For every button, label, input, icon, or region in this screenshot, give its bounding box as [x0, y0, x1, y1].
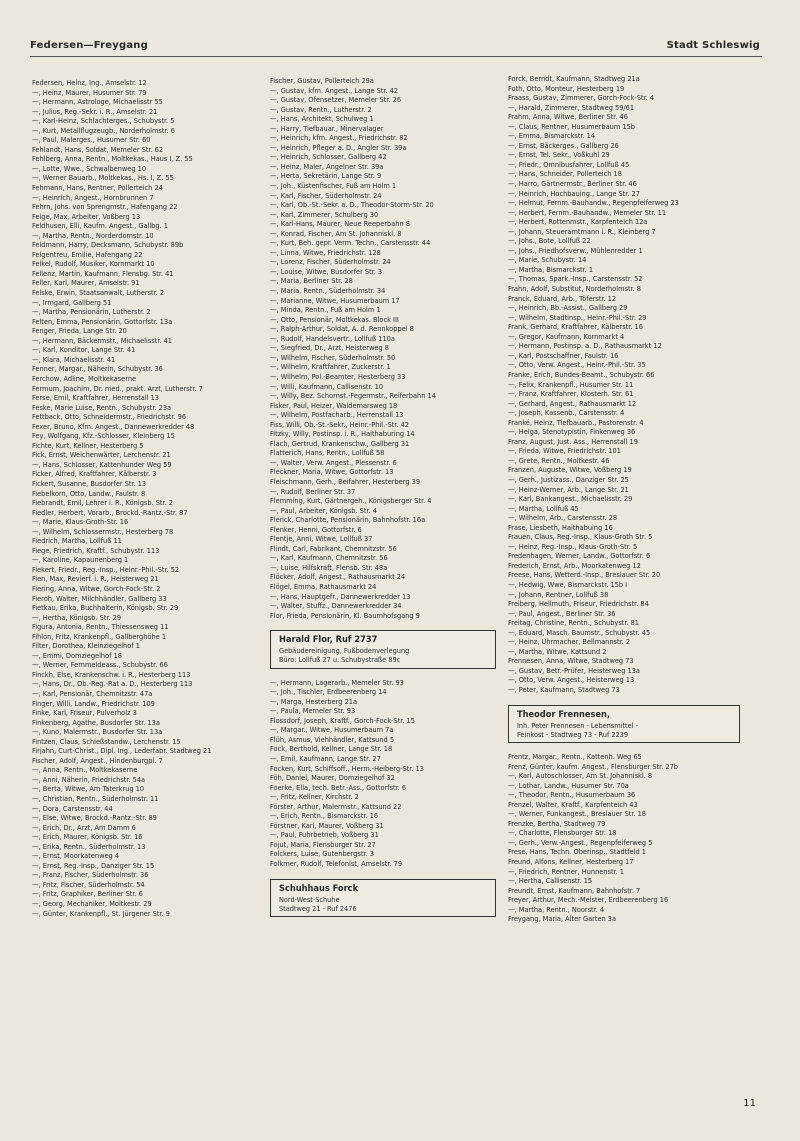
directory-entry: —, Heinrich, Pfleger a. D., Angler Str. 39a [270, 142, 407, 152]
directory-entry: —, Christian, Rentn., Süderholmstr. 11 [32, 794, 159, 804]
directory-entry: Fehlberg, Anna, Rentn., Moltkekas., Haus I, Z. 55 [32, 154, 193, 164]
directory-entry: Fenger, Frieda, Lange Str. 20 [32, 326, 127, 336]
directory-entry: —, Karl, Fischer, Süderholmstr. 24 [270, 190, 382, 200]
directory-entry: —, Joseph, Kassenb., Carstensstr. 4 [508, 408, 625, 418]
directory-entry: Federsen, Heinz, Ing., Amselstr. 12 [32, 78, 147, 87]
directory-entry: —, Claus, Rentner, Husumerbaum 15b [508, 121, 635, 131]
directory-entry: Fraass, Gustav, Zimmerer, Gorch-Fock-Str. 4 [508, 93, 655, 103]
directory-entry: Flossdorf, Joseph, Kraftf., Gorch-Fock-Str. 15 [270, 715, 415, 725]
advertisement-line: Gebäudereinigung, Fußbodenverlegung [279, 646, 410, 656]
directory-entry: —, Grete, Rentn., Moltkestr. 46 [508, 455, 610, 465]
directory-entry: Frenzke, Bertha, Stadtweg 79 [508, 818, 606, 828]
directory-entry: —, Siegfried, Dr., Arzt, Heisterweg 8 [270, 343, 389, 353]
directory-entry: Freund, Alfons, Kellner, Hesterberg 17 [508, 856, 634, 866]
directory-entry: Frase, Liesbeth, Haithabuing 16 [508, 522, 613, 532]
directory-entry: —, Gerh., Verw.-Angest., Regenpfeiferweg 5 [508, 837, 653, 847]
directory-entry: —, Martha, Pensionärin, Lutherstr. 2 [32, 307, 151, 317]
directory-entry: —, Karl, Postschaffner, Faulstr. 16 [508, 350, 619, 360]
directory-entry: —, Karoline, Kapaunenberg 1 [32, 555, 129, 565]
directory-entry: Finckh, Else, Krankenschw. i. R., Hesterberg 113 [32, 669, 191, 679]
directory-entry: Foth, Otto, Monteur, Hesterberg 19 [508, 83, 625, 93]
directory-entry: Fiss, Willi, Ob.-St.-Sekr., Heinr.-Phil.-Str. 42 [270, 419, 409, 429]
directory-entry: —, Heinrich, Hochbauing., Lange Str. 27 [508, 188, 640, 198]
directory-entry: —, Helmut, Fernm.-Bauhandw., Regenpfeiferweg 23 [508, 198, 679, 208]
directory-entry: —, Walter, Stuffz., Dannewerkredder 34 [270, 601, 402, 611]
directory-entry: Frederich, Ernst, Arb., Moorkatenweg 12 [508, 560, 641, 570]
directory-entry: —, Johann, Rentner, Lollfuß 38 [508, 589, 609, 599]
directory-entry: —, Karl-Heinz, Schlachterges., Schubystr. 5 [32, 116, 175, 126]
directory-entry: —, Konrad, Fischer, Am St. Johanniskl. 8 [270, 228, 402, 238]
directory-entry: —, Karl, Kaufmann, Chemnitzstr. 56 [270, 553, 388, 563]
directory-entry: —, Gustav, kfm. Angest., Lange Str. 42 [270, 85, 399, 95]
directory-entry: —, Joh., Küstenfischer, Fuß am Holm 1 [270, 181, 397, 191]
directory-entry: Fock, Berthold, Kellner, Lange Str. 18 [270, 744, 393, 754]
advertisement-line: Feinkost - Stadtweg 73 - Ruf 2239 [517, 729, 629, 739]
directory-entry: Feske, Marie Luise, Rentn., Schubystr. 23a [32, 402, 172, 412]
directory-entry: —, Eduard, Masch. Baumstr., Schubystr. 45 [508, 627, 651, 637]
directory-entry: —, Fritz, Graphiker, Berliner Str. 6 [32, 889, 143, 899]
directory-entry: —, Heinz-Werner, Arb., Lange Str. 21 [508, 484, 629, 494]
column-2 [270, 76, 506, 926]
directory-entry: Flentje, Anni, Witwe, Lollfuß 37 [270, 534, 373, 544]
directory-entry: Flöcker, Adolf, Angest., Rathausmarkt 24 [270, 572, 406, 582]
directory-entry: Fieroh, Walter, Milchhändler, Gallberg 33 [32, 593, 167, 603]
directory-entry: —, Martha, Rentn., Norderdomstr. 10 [32, 230, 154, 240]
directory-entry: —, Karl, Ob.-St.-Sekr. a. D., Theodor-Storm-Str. 20 [270, 200, 434, 210]
directory-entry: —, Klara, Michaelisstr. 41 [32, 354, 116, 364]
directory-entry: —, Walter, Verw. Angest., Plessenstr. 6 [270, 457, 397, 467]
directory-entry: —, Martha, Rentn., Noorstr. 4 [508, 904, 605, 914]
directory-entry: Fiebelkorn, Otto, Landw., Faulstr. 8 [32, 488, 146, 498]
directory-entry: Fehlandt, Hans, Soldat, Memeler Str. 62 [32, 144, 164, 154]
directory-entry: —, Hans, Hauptgefr., Dannewerkredder 13 [270, 591, 411, 601]
directory-entry: Folkmer, Rudolf, Telefonist, Amselstr. 79 [270, 858, 403, 868]
directory-entry: Frese, Hans, Techn. Oberinsp., Stadtfeld 1 [508, 847, 646, 857]
directory-entry: Fick, Ernst, Weichenwärter, Lerchenstr. 21 [32, 450, 171, 460]
directory-entry: Fredenhagen, Werner, Landw., Gottorfstr. 6 [508, 551, 651, 561]
directory-entry: —, Paula, Memeler Str. 93 [270, 706, 356, 716]
directory-entry: Fitzky, Willy, Postinsp. i. R., Haithaburing 14 [270, 429, 415, 439]
directory-entry: Fey, Wolfgang, Kfz.-Schlosser, Kleinberg 15 [32, 431, 175, 441]
directory-entry: —, Herbert, Fernm.-Bauhandw., Memeler Str. 11 [508, 207, 667, 217]
directory-entry: Franck, Eduard, Arb., Töferstr. 12 [508, 293, 617, 303]
directory-entry: —, Herbert, Rottenmstr., Karpfenteich 12a [508, 217, 648, 227]
directory-entry: —, Ernst, Tel. Sekr., Voßkuhl 29 [508, 150, 610, 160]
directory-entry: —, Hermann, Postinsp. a. D., Rathausmarkt 12 [508, 341, 662, 351]
advertisement-box [270, 630, 496, 668]
directory-entry: —, Anni, Näherin, Friedrichstr. 54a [32, 774, 146, 784]
directory-entry: —, Willi, Kaufmann, Callisenstr. 10 [270, 381, 384, 391]
directory-entry: —, Heinrich, Bb.-Assist., Gallberg 29 [508, 303, 628, 313]
directory-entry: —, Karl, Konditor, Lange Str. 41 [32, 345, 136, 355]
directory-entry: Freese, Hans, Wetterd.-Insp., Breslauer Str. 20 [508, 570, 661, 580]
directory-entry: Firjahn, Curt-Christ., Dipl. Ing., Lederfabr. Stadtweg 21 [32, 746, 212, 756]
directory-entry: —, Ernst, Moorkatenweg 4 [32, 851, 120, 861]
advertisement-line: Stadtweg 21 - Ruf 2476 [279, 903, 357, 913]
directory-entry: Fleischmann, Gerh., Beifahrer, Hesterberg 39 [270, 476, 421, 486]
directory-entry: —, Erich, Dr., Arzt, Am Damm 6 [32, 822, 136, 832]
directory-entry: —, Kuno, Malermstr., Busdorfer Str. 13a [32, 727, 163, 737]
directory-entry: —, Hermann, Lagerarb., Memeler Str. 93 [270, 677, 404, 687]
directory-entry: Franzen, Auguste, Witwe, Voßberg 19 [508, 465, 632, 475]
directory-entry: —, Wilhelm, Arb., Carstensstr. 28 [508, 513, 618, 523]
directory-entry: —, Gregor, Kaufmann, Kornmarkt 4 [508, 331, 625, 341]
directory-entry: Feige, Max, Arbeiter, Voßberg 13 [32, 211, 141, 221]
directory-entry: Flüh, Asmus, Viehhändler, Kattsund 5 [270, 734, 395, 744]
directory-entry: Fexer, Bruno, Kfm. Angest., Dannewerkredder 48 [32, 421, 195, 431]
directory-entry: —, Gustav, Ofensetzer, Memeler Str. 26 [270, 95, 402, 105]
running-header-range: Federsen—Freygang [30, 40, 148, 51]
directory-entry: —, Georg, Mechaniker, Moltkestr. 29 [32, 899, 152, 909]
directory-entry: —, Franz, Kraftfahrer, Klosterh. Str. 61 [508, 389, 634, 399]
directory-entry: —, Lorenz, Fischer, Süderholmstr. 24 [270, 257, 391, 267]
directory-entry: Förster, Arthur, Malermstr., Kattsund 22 [270, 801, 402, 811]
directory-entry: Fihlon, Fritz, Krankenpfl., Gallberghöhe 1 [32, 631, 167, 641]
directory-entry: —, Paul, Malerges., Husumer Str. 60 [32, 135, 151, 145]
directory-entry: —, Gustav, Betr.-Prüfer, Heisterweg 13a [508, 665, 640, 675]
directory-entry: —, Marie, Klaus-Groth-Str. 16 [32, 517, 129, 527]
directory-entry: —, Franz, Fischer, Süderholmstr. 36 [32, 870, 149, 880]
page-number: 11 [743, 1098, 756, 1109]
directory-entry: Ficker, Alfred, Kraftfahrer, Kälberstr. 3 [32, 469, 157, 479]
directory-entry: —, Otto, Verw. Angest., Heisterweg 13 [508, 675, 635, 685]
directory-entry: —, Helga, Stenotypistin, Finkenweg 36 [508, 427, 636, 437]
directory-entry: —, Wilhelm, Pol.-Beamter, Hesterberg 33 [270, 371, 406, 381]
directory-entry: Focken, Kurt, Schiffsoff., Herm.-Heiberg-Str. 13 [270, 763, 424, 773]
directory-entry: Frauen, Claus, Reg.-Insp., Klaus-Groth Str. 5 [508, 532, 653, 542]
directory-entry: —, Fritz, Kellner, Kirchstr. 2 [270, 792, 359, 802]
directory-entry: —, Luise, Hilfskraft, Flensb. Str. 48a [270, 562, 388, 572]
directory-entry: —, Emma, Bismarckstr. 14 [508, 131, 596, 141]
directory-entry: —, Frieda, Witwe, Friedrichstr. 101 [508, 446, 621, 456]
directory-entry: Filter, Dorothea, Kleinziegelhof 1 [32, 641, 140, 651]
directory-entry: Fien, Max, Revierf. i. R., Heisterweg 21 [32, 574, 159, 584]
directory-entry: Fickert, Susanne, Busdorfer Str. 13 [32, 478, 147, 488]
directory-entry: Fintzen, Claus, Schießstandw., Lerchenstr. 15 [32, 736, 181, 746]
directory-entry: —, Heinz, Maurer, Husumer Str. 79 [32, 87, 147, 97]
directory-entry: —, Hertha, Königsb. Str. 29 [32, 612, 122, 622]
directory-entry: Fojut, Maria, Flensburger Str. 27 [270, 839, 376, 849]
directory-entry: Felkel, Rudolf, Musiker, Kornmarkt 10 [32, 259, 155, 269]
directory-entry: Forck, Berndt, Kaufmann, Stadtweg 21a [508, 74, 640, 83]
directory-entry: —, Hedwig, Wwe, Bismarckstr. 15b I [508, 579, 628, 589]
directory-entry: Fettback, Otto, Schneidermstr., Friedrichstr. 96 [32, 412, 187, 422]
directory-entry: —, Hans, Schlosser, Kattenhunder Weg 59 [32, 459, 172, 469]
directory-entry: Fichte, Kurt, Kellner, Hesterberg 5 [32, 440, 144, 450]
directory-entry: Foerke, Ella, tech. Betr.-Ass., Gottorfstr. 6 [270, 782, 407, 792]
directory-entry: Flenck, Charlotte, Pensionärin, Bahnhofstr. 16a [270, 515, 426, 525]
directory-entry: —, Otto, Pensionär, Moltkekas. Block III [270, 314, 399, 324]
directory-entry: —, Karl, Pensionär, Chemnitzstr. 47a [32, 689, 153, 698]
directory-entry: —, Hermann, Astrologe, Michaelisstr 55 [32, 97, 163, 107]
directory-entry: Franz, August, Just. Ass., Herrenstall 19 [508, 436, 638, 446]
directory-entry: —, Heinrich, Angest., Hornbrunnen 7 [32, 192, 154, 202]
column-3 [508, 74, 772, 924]
directory-entry: Fehmann, Hans, Rentner, Pollerteich 24 [32, 183, 163, 193]
directory-entry: Folckers, Luise, Gutenbergstr. 3 [270, 849, 374, 859]
directory-entry: Fiege, Friedrich, Kraftf., Schubystr. 113 [32, 545, 160, 555]
directory-entry: —, Maria, Berliner Str. 28 [270, 276, 353, 286]
directory-entry: —, Werner, Funkangest., Breslauer Str. 18 [508, 809, 646, 819]
directory-entry: —, Wilhelm, Schlossermstr., Hesterberg 78 [32, 526, 174, 536]
directory-entry: —, Karl, Zimmerer, Schulberg 30 [270, 209, 379, 219]
directory-entry: Franke, Erich, Bundes-Beamt., Schubystr. 66 [508, 369, 655, 379]
directory-entry: Ferchow, Adline, Moltkekaserne [32, 373, 137, 383]
directory-entry: —, Karl, Autoschlosser, Am St. Johanniskl. 8 [508, 771, 653, 781]
directory-entry: —, Marianne, Witwe, Husumerbaum 17 [270, 295, 400, 305]
directory-entry: Fischer, Adolf, Angest., Hindenburgpl. 7 [32, 755, 163, 765]
directory-entry: —, Friedr., Omnibusfahrer, Lollfuß 45 [508, 159, 630, 169]
directory-entry: —, Marga, Hesterberg 21a [270, 696, 358, 706]
advertisement-title: Theodor Frennesen, [517, 708, 611, 720]
directory-entry: —, Karl-Hans, Maurer, Neue Reeperbahn 8 [270, 219, 410, 229]
directory-entry: Feller, Karl, Maurer, Amselstr. 91 [32, 278, 140, 288]
directory-entry: Frenz, Günter, kaufm. Angest., Flensburger Str. 27b [508, 761, 678, 771]
directory-entry: Felske, Erwin, Staatsanwalt, Lutherstr. 2 [32, 288, 165, 298]
directory-entry: —, Wilhelm, Postfacharb., Herrenstall 13 [270, 410, 404, 420]
directory-entry: —, Hertha, Callisenstr. 15 [508, 876, 593, 886]
advertisement-title: Harald Flor, Ruf 2737 [279, 634, 378, 646]
directory-entry: Finke, Karl, Friseur, Pulverholz 3 [32, 708, 137, 718]
directory-entry: —, Friedrich, Rentner, Hunnenstr. 1 [508, 866, 624, 876]
directory-entry: Flemming, Kurt, Gärtnergeh., Königsberger Str. 4 [270, 496, 432, 506]
directory-entry: —, Kurt, Beh. gepr. Verm. Techn., Carstensstr. 44 [270, 238, 431, 248]
directory-entry: —, Harald, Zimmerer, Stadtweg 59/61 [508, 102, 635, 112]
directory-entry: —, Martha, Bismarckstr. 1 [508, 264, 594, 274]
directory-entry: —, Joh., Tischler, Erdbeerenberg 14 [270, 687, 387, 697]
directory-entry: —, Minda, Rentn., Fuß am Holm 1 [270, 305, 381, 315]
directory-entry: —, Heinz, Reg.-Insp., Klaus-Groth-Str. 5 [508, 541, 638, 551]
directory-entry: —, Linna, Witwe, Friedrichstr. 128 [270, 247, 381, 257]
directory-entry: —, Theodor, Rentn., Husumerbaum 36 [508, 790, 636, 800]
directory-entry: —, Kurt, Metallflugzeugb., Norderholmstr. 6 [32, 125, 175, 135]
directory-entry: —, Julius, Reg.-Sekr. i. R., Amselstr. 21 [32, 106, 158, 116]
directory-entry: —, Karl, Bankangest., Michaelisstr. 29 [508, 494, 633, 504]
directory-entry: Fenner, Margar., Näherin, Schubystr. 36 [32, 364, 163, 374]
directory-entry: —, Johs., Friedhofsverw., Mühlenredder 1 [508, 245, 643, 255]
directory-entry: —, Rudolf, Berliner Str. 37 [270, 486, 356, 496]
directory-entry: Frentz, Margar., Rentn., Kattenh. Weg 65 [508, 751, 642, 761]
directory-entry: Freundt, Ernst, Kaufmann, Bahnhofstr. 7 [508, 885, 641, 895]
directory-entry: —, Martha, Witwe, Kattsund 2 [508, 646, 607, 656]
directory-entry: —, Erich, Maurer, Königsb. Str. 16 [32, 832, 143, 842]
directory-entry: —, Felix, Krankenpfl., Husumer Str. 11 [508, 379, 634, 389]
directory-entry: —, Thomas, Spark.-Insp., Carstensstr. 52 [508, 274, 643, 284]
directory-entry: —, Emil, Kaufmann, Lange Str. 27 [270, 753, 381, 763]
directory-entry: Frank, Gerhard, Kraftfahrer, Kälberstr. 16 [508, 322, 643, 332]
directory-entry: —, Erika, Rentn., Süderholmstr. 13 [32, 841, 146, 851]
directory-entry: Fietkau, Erika, Buchhalterin, Königsb. Str. 29 [32, 603, 179, 613]
directory-entry: Fermum, Joachim, Dr. med., prakt. Arzt, Lutherstr. 7 [32, 383, 203, 393]
directory-entry: —, Marie, Schubystr. 14 [508, 255, 587, 265]
directory-entry: —, Ernst, Bäckerges., Gallberg 26 [508, 140, 619, 150]
directory-entry: Frahn, Adolf, Substitut, Norderholmstr. 8 [508, 284, 641, 294]
directory-entry: Franké, Heinz, Tiefbauarb., Pastorenstr. 4 [508, 417, 644, 427]
directory-entry: Ferse, Emil, Kraftfahrer, Herrenstall 13 [32, 393, 160, 403]
directory-entry: —, Otto, Verw. Angest., Heinr.-Phil.-Str. 35 [508, 360, 646, 370]
directory-entry: —, Werner Bauarb., Moltkekas., Hs. I, Z. 55 [32, 173, 174, 183]
directory-entry: —, Charlotte, Flensburger Str. 18 [508, 828, 617, 838]
directory-entry: Förstner, Karl, Maurer, Voßberg 31 [270, 820, 384, 830]
directory-entry: —, Lothar, Landw., Husumer Str. 70a [508, 780, 629, 790]
directory-entry: Felten, Emma, Pensionärin, Gottorfstr. 13a [32, 316, 173, 326]
directory-entry: —, Erich, Rentn., Bismarckstr. 16 [270, 811, 379, 821]
advertisement-line: Nord-West-Schuhe [279, 894, 340, 904]
directory-entry: —, Johs., Bote, Lollfuß 22 [508, 236, 591, 246]
directory-entry: —, Rudolf, Handelsvertr., Lollfuß 110a [270, 333, 395, 343]
directory-entry: —, Ernst, Reg.-Insp., Danziger Str. 15 [32, 860, 155, 870]
directory-entry: —, Heinrich, Schlosser, Gallberg 42 [270, 152, 387, 162]
directory-entry: Fiering, Anna, Witwe, Gorch-Fock-Str. 2 [32, 583, 161, 593]
directory-entry: —, Irmgard, Gallberg 51 [32, 297, 112, 307]
directory-entry: Figura, Antonia, Rentn., Thiessensweg 11 [32, 622, 169, 632]
directory-entry: Frahm, Anna, Witwe, Berliner Str. 46 [508, 112, 628, 122]
directory-entry: —, Martha, Lollfuß 45 [508, 503, 579, 513]
directory-entry: —, Harry, Tiefbauar., Minervalager [270, 123, 384, 133]
directory-entry: Flindt, Carl, Fabrikant, Chemnitzstr. 56 [270, 543, 397, 553]
advertisement-box [270, 879, 496, 917]
directory-entry: Flatterich, Hans, Rentn., Lollfuß 58 [270, 448, 385, 458]
directory-entry: Feldmann, Harry, Decksmann, Schubystr. 89b [32, 240, 184, 250]
directory-entry: —, Margar., Witwe, Husumerbaum 7a [270, 725, 394, 735]
directory-entry: —, Louise, Witwe, Busdorfer Str. 3 [270, 266, 383, 276]
directory-entry: Felgentreu, Emilie, Hafengang 22 [32, 249, 143, 259]
directory-entry: Fiebrandt, Emil, Lehrer i. R., Königsb. Str. 2 [32, 498, 173, 508]
directory-entry: Fiekert, Friedr., Reg.-Insp., Heinr.-Phil.-Str. 52 [32, 564, 180, 574]
directory-entry: —, Willy, Bez. Schornst.-Fegermstr., Reiferbahn 14 [270, 391, 436, 401]
directory-entry: Fiedrich, Martha, Lollfuß 11 [32, 536, 122, 546]
advertisement-line: Inh. Peter Frennesen - Lebensmittel - [517, 720, 638, 730]
directory-entry: —, Emmi, Domziegelhof 18 [32, 650, 122, 660]
directory-entry: Fleckner, Maria, Witwe, Gottorfstr. 13 [270, 467, 394, 477]
directory-entry: —, Werner, Fernmeldeass., Schubystr. 66 [32, 660, 168, 670]
directory-entry: Finger, Willi, Landw., Friedrichstr. 109 [32, 698, 155, 708]
directory-entry: —, Heinrich, kfm. Angest., Friedrichstr. 82 [270, 133, 408, 143]
directory-entry: —, Hans, Dr., Ob.-Reg.-Rat a. D., Hesterberg 113 [32, 679, 193, 689]
advertisement-line: Büro: Lollfuß 27 u. Schubystraße 89c [279, 655, 401, 665]
directory-entry: Flenker, Henni, Gottorfstr. 6 [270, 524, 362, 534]
directory-entry: —, Günter, Krankenpfl., St. Jürgener Str. 9 [32, 908, 170, 918]
directory-entry: Fiedler, Herbert, Vorarb., Brockd.-Rantz.-Str. 87 [32, 507, 188, 517]
directory-entry: Frenzel, Walter, Kraftf., Karpfenteich 43 [508, 799, 638, 809]
directory-entry: —, Wilhelm, Stadtinsp., Heinr.-Phil.-Str. 29 [508, 312, 647, 322]
directory-entry: Frennesen, Anna, Witwe, Stadtweg 73 [508, 656, 634, 666]
directory-entry: Freygang, Maria, Alter Garten 3a [508, 914, 617, 924]
directory-entry: —, Peter, Kaufmann, Stadtweg 73 [508, 685, 620, 694]
directory-entry: —, Else, Witwe, Brockd.-Rantz.-Str. 89 [32, 813, 157, 823]
directory-entry: —, Hans, Schneider, Pollerteich 18 [508, 169, 622, 179]
directory-entry: —, Dora, Carstensstr. 44 [32, 803, 113, 813]
running-header-city: Stadt Schleswig [666, 40, 760, 51]
directory-entry: —, Gustav, Rentn., Lutherstr. 2 [270, 104, 372, 114]
directory-entry: —, Gerh., Justizass., Danziger Str. 25 [508, 474, 629, 484]
directory-entry: —, Harro, Gärtnermstr., Berliner Str. 46 [508, 179, 637, 189]
directory-entry: Flögel, Emma, Rathausmarkt 24 [270, 581, 377, 591]
directory-entry: Fisker, Paul, Heizer, Waldemarsweg 18 [270, 400, 398, 410]
directory-entry: —, Lotte, Wwe., Schwalbenweg 10 [32, 163, 147, 173]
directory-entry: —, Fritz, Fischer, Süderholmstr. 54 [32, 879, 145, 889]
directory-entry: —, Anna, Rentn., Moltkekaserne [32, 765, 138, 775]
directory-entry: Fischer, Gustav, Pollerteich 29a [270, 76, 374, 85]
directory-entry: Freitag, Christine, Rentn., Schubystr. 81 [508, 618, 639, 628]
directory-entry: Föh, Daniel, Maurer, Domziegelhof 32 [270, 773, 395, 783]
directory-entry: —, Ralph-Arthur, Soldat, A. d. Rennkoppel 8 [270, 324, 414, 334]
directory-entry: —, Maria, Rentn., Süderholmstr. 34 [270, 286, 386, 296]
directory-entry: —, Paul, Fuhrbetrieb, Voßberg 31 [270, 830, 379, 840]
directory-entry: —, Heinz, Uhrmacher, Bellmannstr. 2 [508, 637, 631, 647]
directory-entry: —, Hermann, Bäckermstr., Michaelisstr. 41 [32, 335, 172, 345]
directory-entry: —, Hans, Architekt, Schulweg 1 [270, 114, 374, 124]
directory-entry: —, Wilhelm, Fischer, Süderholmstr. 50 [270, 352, 396, 362]
directory-entry: Feldhusen, Elli, Kaufm. Angest., Gallbg. 1 [32, 221, 168, 231]
advertisement-box [508, 705, 740, 743]
directory-entry: —, Wilhelm, Kraftfahrer, Zuckerstr. 1 [270, 362, 391, 372]
directory-entry: —, Berta, Witwe, Am Taterkrug 10 [32, 784, 145, 794]
directory-entry: Freyer, Arthur, Mech.-Meister, Erdbeerenberg 16 [508, 895, 669, 905]
directory-entry: Fellenz, Martin, Kaufmann, Flensbg. Str. 41 [32, 268, 174, 278]
directory-entry: —, Heinz, Maler, Angelner Str. 39a [270, 161, 384, 171]
directory-entry: —, Paul, Angest., Berliner Str. 36 [508, 608, 616, 618]
directory-entry: —, Johann, Steueramtmann i. R., Kleinberg 7 [508, 226, 656, 236]
directory-entry: —, Gerhard, Angest., Rathausmarkt 12 [508, 398, 637, 408]
advertisement-title: Schuhhaus Forck [279, 882, 359, 894]
directory-entry: Fehrn, Johs. von Sprengmstr., Hafengang 22 [32, 202, 178, 212]
directory-entry: Flor, Frieda, Pensionärin, Kl. Baumhofsgang 9 [270, 610, 420, 620]
directory-entry: —, Paul, Arbeiter, Königsb. Str. 4 [270, 505, 377, 515]
directory-entry: —, Herta, Sekretärin, Lange Str. 9 [270, 171, 382, 181]
column-1 [32, 78, 268, 918]
directory-entry: Flach, Gertrud, Krankenschw., Gallberg 31 [270, 438, 410, 448]
directory-entry: Freiberg, Hellmuth, Friseur, Friedrichstr. 84 [508, 599, 649, 609]
header-rule [30, 56, 762, 57]
directory-entry: Finkenberg, Agathe, Busdorfer Str. 13a [32, 717, 160, 727]
